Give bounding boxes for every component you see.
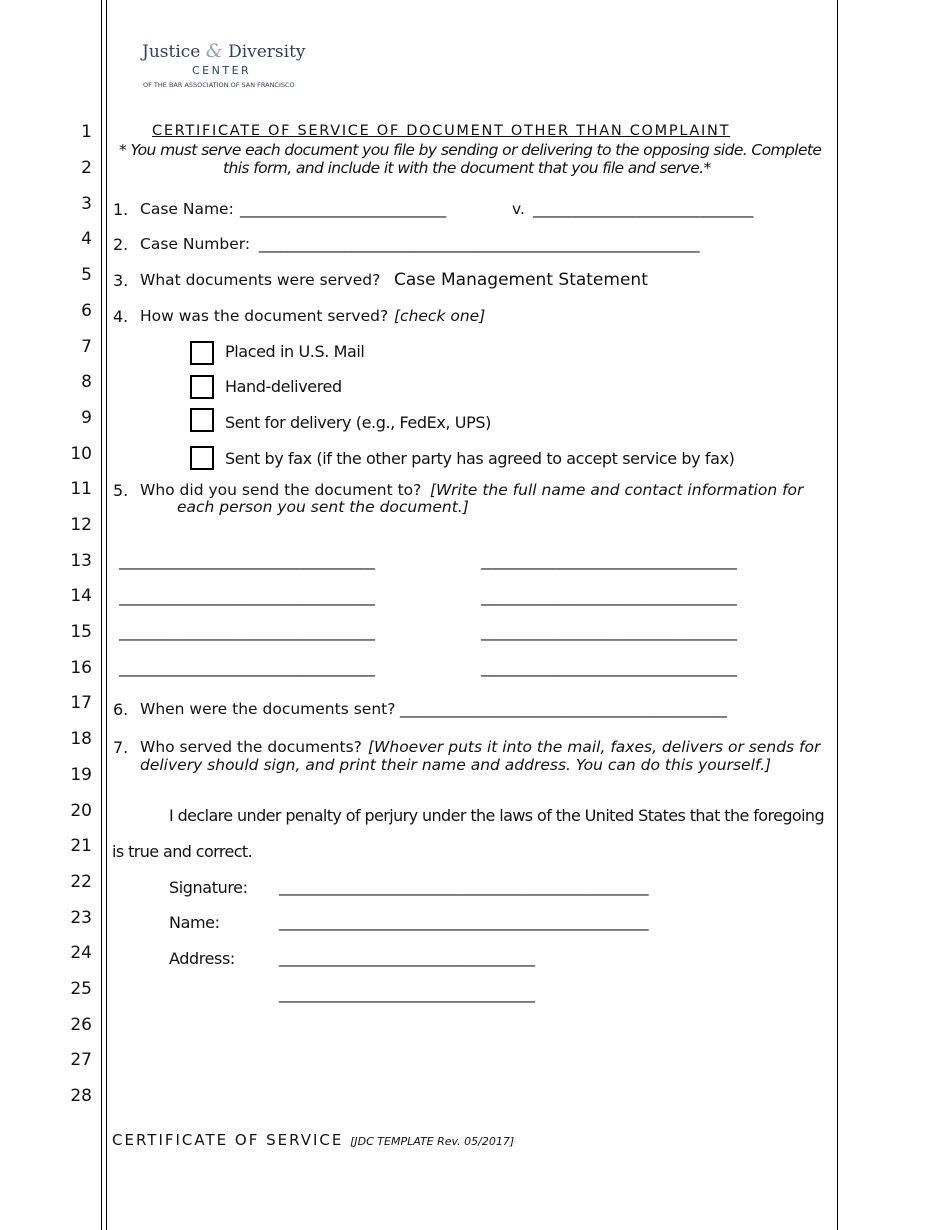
left-margin-rule-inner	[106, 0, 107, 1230]
line-number: 9	[81, 408, 92, 428]
recipient-field-left[interactable]: ____________________________________	[119, 659, 375, 677]
logo-center: CENTER	[192, 64, 252, 77]
checkbox-hand-delivered[interactable]	[190, 375, 214, 399]
item-6-number: 6.	[113, 700, 129, 719]
line-number: 2	[81, 158, 92, 178]
line-number: 6	[81, 301, 92, 321]
document-title: CERTIFICATE OF SERVICE OF DOCUMENT OTHER THAN COMPLAINT	[152, 123, 731, 139]
line-number: 19	[70, 765, 92, 785]
who-served-hint-line-2: delivery should sign, and print their name and address. You can do this yourself.]	[140, 756, 772, 774]
who-served-hint-line-1: [Whoever puts it into the mail, faxes, delivers or sends for	[368, 738, 821, 756]
name-field[interactable]: ____________________________________________________	[279, 913, 649, 931]
line-number: 4	[81, 229, 92, 249]
checkbox-sent-for-delivery[interactable]	[190, 408, 214, 432]
case-name-plaintiff-field[interactable]: _____________________________	[240, 200, 446, 218]
case-number-label: Case Number:	[140, 235, 251, 253]
documents-served-value[interactable]: Case Management Statement	[394, 270, 648, 290]
item-7-number: 7.	[113, 738, 129, 757]
line-number: 23	[70, 908, 92, 928]
served-to-hint-line-2: each person you sent the document.]	[177, 498, 469, 516]
recipient-field-right[interactable]: ____________________________________	[481, 659, 737, 677]
line-number: 24	[70, 943, 92, 963]
item-3-number: 3.	[113, 271, 129, 290]
recipient-field-right[interactable]: ____________________________________	[481, 552, 737, 570]
case-name-label: Case Name:	[140, 200, 234, 218]
line-number: 25	[70, 979, 92, 999]
recipient-field-right[interactable]: ____________________________________	[481, 588, 737, 606]
footer-template-version: [JDC TEMPLATE Rev. 05/2017]	[350, 1135, 515, 1148]
line-number: 1	[81, 122, 92, 142]
case-number-field[interactable]: ______________________________________________________________	[259, 235, 700, 253]
checkbox-sent-for-delivery-label: Sent for delivery (e.g., FedEx, UPS)	[225, 413, 491, 432]
documents-served-label: What documents were served?	[140, 271, 381, 289]
left-margin-rule-outer	[101, 0, 102, 1230]
name-label: Name:	[169, 913, 220, 932]
declaration-line-2: is true and correct.	[112, 842, 253, 861]
line-number: 11	[70, 479, 92, 499]
served-to-label: Who did you send the document to?	[140, 481, 422, 499]
line-number: 22	[70, 872, 92, 892]
address-field-line-2[interactable]: ____________________________________	[279, 985, 535, 1003]
recipient-field-left[interactable]: ____________________________________	[119, 552, 375, 570]
line-number: 27	[70, 1050, 92, 1070]
address-label: Address:	[169, 949, 235, 968]
logo-ampersand: &	[205, 40, 223, 62]
line-number: 10	[70, 444, 92, 464]
case-name-versus: v.	[512, 200, 525, 218]
line-number: 28	[70, 1086, 92, 1106]
logo-subtitle: OF THE BAR ASSOCIATION OF SAN FRANCISCO	[143, 81, 295, 89]
case-name-defendant-field[interactable]: _______________________________	[533, 200, 754, 218]
item-2-number: 2.	[113, 235, 129, 254]
served-to-hint-line-1: [Write the full name and contact information for	[430, 481, 804, 499]
line-number: 21	[70, 836, 92, 856]
logo-word-justice: Justice	[142, 42, 201, 62]
when-sent-label: When were the documents sent?	[140, 700, 396, 718]
line-number: 18	[70, 729, 92, 749]
signature-label: Signature:	[169, 878, 248, 897]
line-number: 26	[70, 1015, 92, 1035]
when-sent-field[interactable]: ______________________________________________	[400, 700, 727, 718]
line-number: 5	[81, 265, 92, 285]
line-number: 15	[70, 622, 92, 642]
checkbox-sent-by-fax-label: Sent by fax (if the other party has agreed to accept service by fax)	[225, 449, 735, 468]
line-number: 14	[70, 586, 92, 606]
logo-word-diversity: Diversity	[228, 42, 306, 62]
recipient-field-right[interactable]: ____________________________________	[481, 623, 737, 641]
how-served-hint: [check one]	[394, 307, 486, 325]
line-number: 16	[70, 658, 92, 678]
line-number: 20	[70, 801, 92, 821]
instruction-line-2: this form, and include it with the document that you file and serve.*	[223, 159, 711, 177]
checkbox-sent-by-fax[interactable]	[190, 446, 214, 470]
checkbox-us-mail-label: Placed in U.S. Mail	[225, 342, 365, 361]
item-5-number: 5.	[113, 481, 129, 500]
item-1-number: 1.	[113, 200, 129, 219]
footer-title: CERTIFICATE OF SERVICE	[112, 1131, 344, 1149]
who-served-label: Who served the documents?	[140, 738, 362, 756]
line-number: 8	[81, 372, 92, 392]
logo	[142, 40, 306, 62]
line-number: 17	[70, 693, 92, 713]
checkbox-hand-delivered-label: Hand-delivered	[225, 377, 342, 396]
how-served-label: How was the document served?	[140, 307, 389, 325]
right-margin-rule	[837, 0, 838, 1230]
line-number: 3	[81, 194, 92, 214]
line-number: 12	[70, 515, 92, 535]
recipient-field-left[interactable]: ____________________________________	[119, 588, 375, 606]
line-number: 7	[81, 337, 92, 357]
declaration-line-1: I declare under penalty of perjury under the laws of the United States that the foregoing	[169, 806, 825, 825]
recipient-field-left[interactable]: ____________________________________	[119, 623, 375, 641]
item-4-number: 4.	[113, 307, 129, 326]
line-number: 13	[70, 551, 92, 571]
address-field-line-1[interactable]: ____________________________________	[279, 949, 535, 967]
footer	[112, 1131, 514, 1149]
checkbox-us-mail[interactable]	[190, 341, 214, 365]
signature-field[interactable]: ____________________________________________________	[279, 878, 649, 896]
instruction-line-1: * You must serve each document you file by sending or delivering to the opposing side. Complete	[119, 141, 822, 159]
